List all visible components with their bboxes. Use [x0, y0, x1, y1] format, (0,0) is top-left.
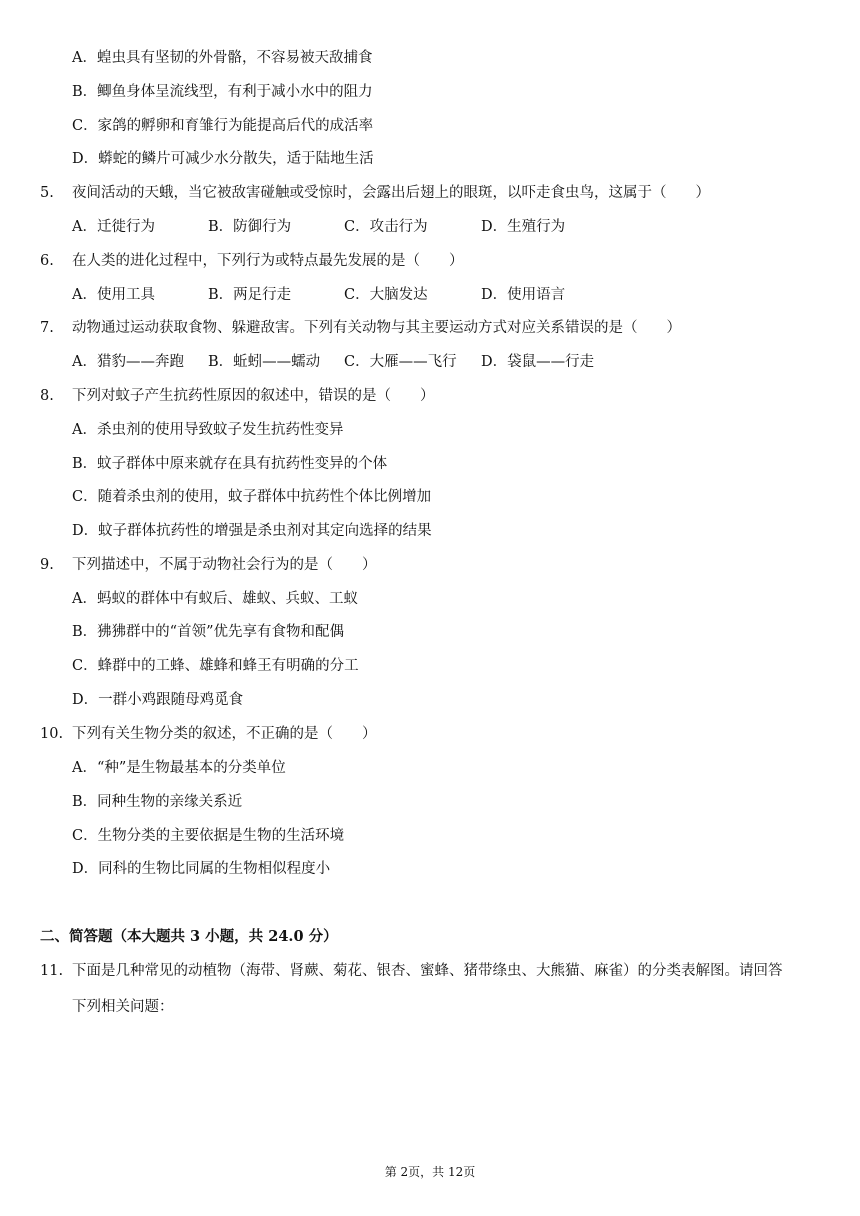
q10-number: 10.	[40, 726, 64, 742]
q5-option-a: A．迁徙行为	[72, 219, 155, 235]
q5-number: 5.	[40, 185, 54, 201]
q10-option-d: D．同科的生物比同属的生物相似程度小	[72, 861, 331, 877]
q7-option-b: B．蚯蚓——蠕动	[208, 354, 321, 370]
q4-option-a: A．蝗虫具有坚韧的外骨骼，不容易被天敌捕食	[72, 50, 373, 66]
q9-number: 9.	[40, 557, 54, 573]
q9-stem: 下列描述中，不属于动物社会行为的是（ ）	[72, 557, 377, 573]
q7-number: 7.	[40, 320, 54, 336]
q11-number: 11.	[40, 963, 64, 979]
q9-option-a: A．蚂蚁的群体中有蚁后、雄蚁、兵蚁、工蚁	[72, 591, 358, 607]
q6-option-a: A．使用工具	[72, 287, 155, 303]
q11-stem-line1: 下面是几种常见的动植物（海带、肾蕨、菊花、银杏、蜜蜂、猪带绦虫、大熊猫、麻雀）的分类表解图。请回答	[72, 963, 783, 979]
q9-option-c: C．蜂群中的工蜂、雄蜂和蜂王有明确的分工	[72, 658, 359, 674]
q8-option-d: D．蚊子群体抗药性的增强是杀虫剂对其定向选择的结果	[72, 523, 432, 539]
q6-option-c: C．大脑发达	[344, 287, 428, 303]
q7-option-d: D．袋鼠——行走	[481, 354, 595, 370]
q10-stem: 下列有关生物分类的叙述，不正确的是（ ）	[72, 726, 377, 742]
q5-stem: 夜间活动的天蛾，当它被敌害碰触或受惊时，会露出后翅上的眼斑，以吓走食虫鸟，这属于（ ）	[72, 185, 710, 201]
q11-stem-line2: 下列相关问题：	[72, 999, 174, 1015]
q5-option-b: B．防御行为	[208, 219, 292, 235]
q10-option-b: B．同种生物的亲缘关系近	[72, 794, 243, 810]
q7-stem: 动物通过运动获取食物、躲避敌害。下列有关动物与其主要运动方式对应关系错误的是（ ）	[72, 320, 681, 336]
section-heading: 二、简答题（本大题共 3 小题，共 24.0 分）	[40, 928, 338, 945]
page-footer: 第 2页，共 12页	[384, 1165, 476, 1179]
q5-option-d: D．生殖行为	[481, 219, 566, 235]
q8-option-b: B．蚊子群体中原来就存在具有抗药性变异的个体	[72, 456, 388, 472]
q4-option-b: B．鲫鱼身体呈流线型，有利于减小水中的阻力	[72, 84, 373, 100]
q10-option-a: A．“种”是生物最基本的分类单位	[72, 760, 286, 776]
q7-option-a: A．猎豹——奔跑	[72, 354, 184, 370]
q4-option-c: C．家鸽的孵卵和育雏行为能提高后代的成活率	[72, 118, 374, 134]
q8-number: 8.	[40, 388, 54, 404]
q7-option-c: C．大雁——飞行	[344, 354, 457, 370]
q8-option-c: C．随着杀虫剂的使用，蚊子群体中抗药性个体比例增加	[72, 489, 432, 505]
q9-option-d: D．一群小鸡跟随母鸡觅食	[72, 692, 244, 708]
q8-stem: 下列对蚊子产生抗药性原因的叙述中，错误的是（ ）	[72, 388, 435, 404]
q9-option-b: B．狒狒群中的“首领”优先享有食物和配偶	[72, 624, 344, 640]
q6-number: 6.	[40, 253, 54, 269]
q10-option-c: C．生物分类的主要依据是生物的生活环境	[72, 828, 345, 844]
q6-stem: 在人类的进化过程中，下列行为或特点最先发展的是（ ）	[72, 253, 464, 269]
q8-option-a: A．杀虫剂的使用导致蚊子发生抗药性变异	[72, 422, 344, 438]
q6-option-b: B．两足行走	[208, 287, 292, 303]
q6-option-d: D．使用语言	[481, 287, 566, 303]
q5-option-c: C．攻击行为	[344, 219, 428, 235]
q4-option-d: D．蟒蛇的鳞片可减少水分散失，适于陆地生活	[72, 151, 374, 167]
